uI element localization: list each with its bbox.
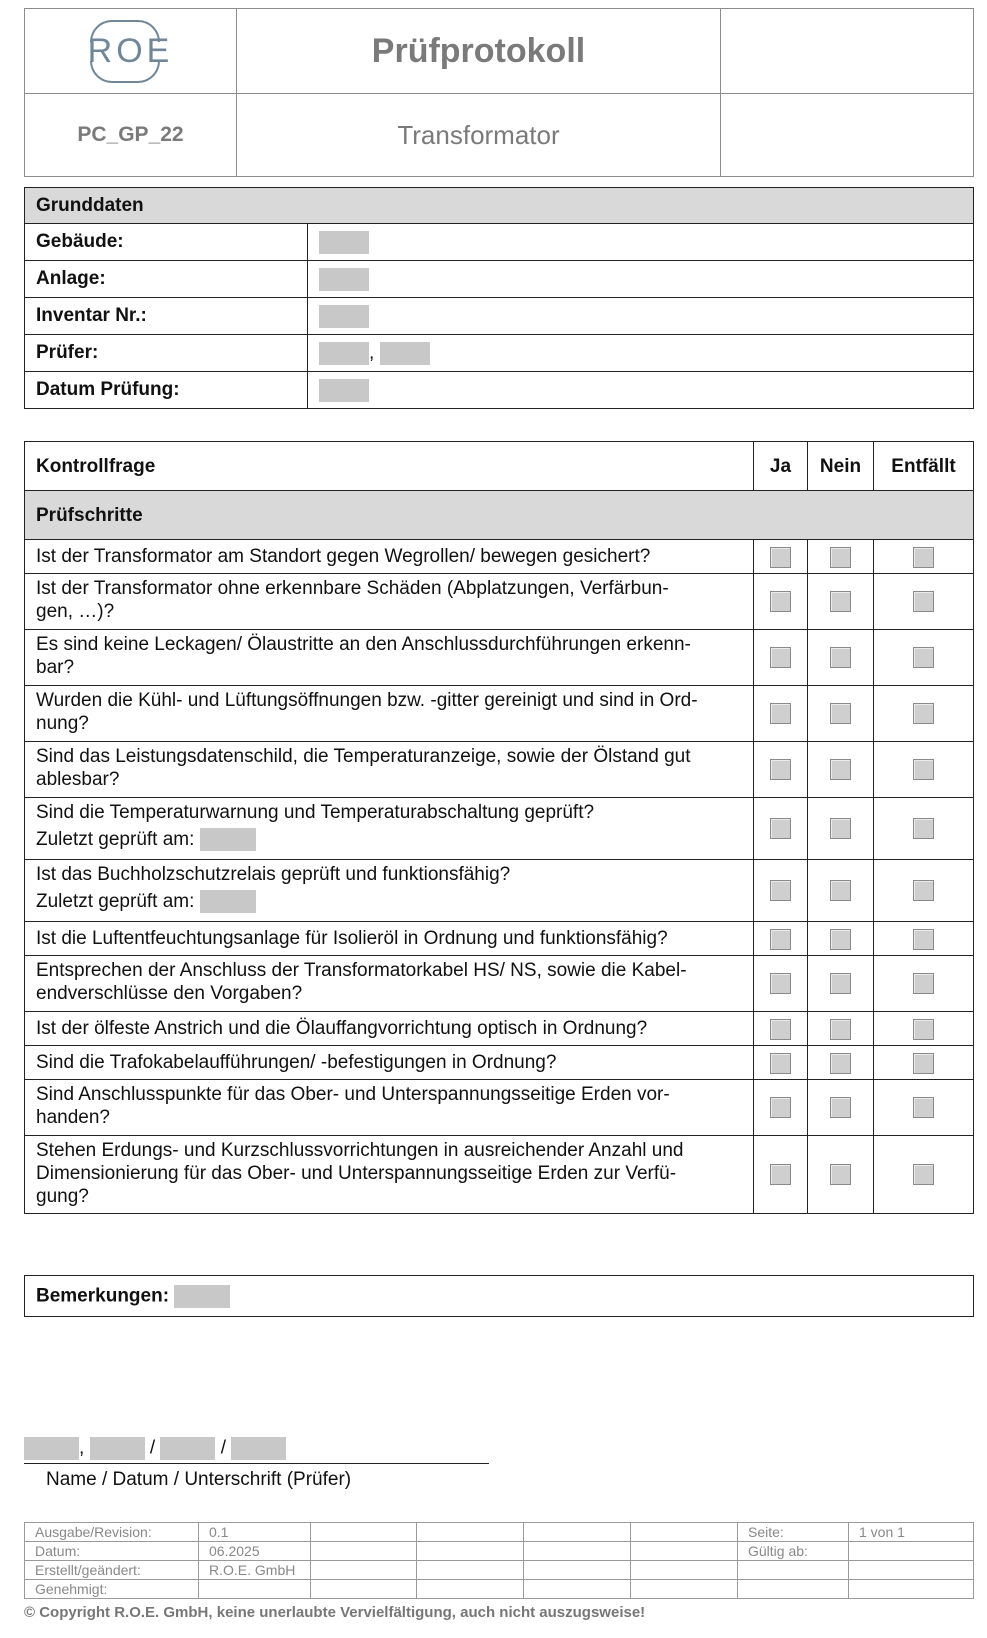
nein-checkbox[interactable] <box>830 703 851 724</box>
question-text <box>25 686 754 742</box>
last-checked-date-field[interactable] <box>200 828 256 851</box>
nein-cell <box>808 956 874 1012</box>
question-line: Ist der Transformator am Standort gegen Wegrollen/ bewegen gesichert? <box>36 546 651 567</box>
inventar-field[interactable] <box>319 305 369 328</box>
genehmigt-label: Genehmigt: <box>25 1580 199 1599</box>
nein-cell <box>808 860 874 922</box>
table-row <box>25 298 974 335</box>
table-row <box>25 372 974 409</box>
column-header-kontrollfrage: Kontrollfrage <box>25 442 754 491</box>
nein-checkbox[interactable] <box>830 929 851 950</box>
entfaellt-checkbox[interactable] <box>913 591 934 612</box>
erstellt-value: R.O.E. GmbH <box>199 1561 311 1580</box>
signature-separator: / <box>220 1437 226 1459</box>
ja-checkbox[interactable] <box>770 703 791 724</box>
footer-empty-cell <box>738 1561 849 1580</box>
inventar-value-cell <box>308 298 974 335</box>
seite-label: Seite: <box>738 1523 849 1542</box>
document-header <box>24 8 974 177</box>
entfaellt-checkbox[interactable] <box>913 647 934 668</box>
gebaeude-value-cell <box>308 224 974 261</box>
question-text <box>25 1080 754 1136</box>
ja-cell <box>754 1080 808 1136</box>
signature-date-field[interactable] <box>160 1437 215 1460</box>
nein-checkbox[interactable] <box>830 1053 851 1074</box>
table-row <box>25 1080 974 1136</box>
signature-line <box>24 1437 489 1464</box>
question-line: handen? <box>36 1107 110 1128</box>
pruefschritte-section-header: Prüfschritte <box>25 491 974 540</box>
table-row <box>25 224 974 261</box>
ja-cell <box>754 742 808 798</box>
bemerkungen-label: Bemerkungen: <box>36 1285 170 1307</box>
signature-sign-field[interactable] <box>231 1437 286 1460</box>
question-line: nung? <box>36 713 89 734</box>
seite-value: 1 von 1 <box>849 1523 974 1542</box>
entfaellt-cell <box>874 630 974 686</box>
pruefer-separator: , <box>369 342 375 364</box>
footer-table <box>24 1522 974 1599</box>
ja-cell <box>754 860 808 922</box>
nein-checkbox[interactable] <box>830 818 851 839</box>
ja-cell <box>754 630 808 686</box>
ja-checkbox[interactable] <box>770 818 791 839</box>
nein-cell <box>808 1012 874 1046</box>
logo-arc-bottom <box>90 61 160 83</box>
footer-empty-cell <box>311 1580 417 1599</box>
question-line: Sind Anschlusspunkte für das Ober- und Unterspannungsseitige Erden vor- <box>36 1084 670 1105</box>
question-text <box>25 1136 754 1214</box>
ja-cell <box>754 798 808 860</box>
footer-empty-cell <box>631 1523 738 1542</box>
nein-checkbox[interactable] <box>830 1164 851 1185</box>
entfaellt-checkbox[interactable] <box>913 1019 934 1040</box>
question-text <box>25 922 754 956</box>
question-line: Ist das Buchholzschutzrelais geprüft und funktionsfähig? <box>36 864 511 885</box>
ja-checkbox[interactable] <box>770 591 791 612</box>
question-line: Dimensionierung für das Ober- und Unterspannungsseitige Erden zur Verfü- <box>36 1163 677 1184</box>
nein-cell <box>808 798 874 860</box>
signature-label: Name / Datum / Unterschrift (Prüfer) <box>46 1469 352 1490</box>
ja-cell <box>754 922 808 956</box>
question-line: gung? <box>36 1186 89 1207</box>
nein-checkbox[interactable] <box>830 1019 851 1040</box>
ausgabe-value: 0.1 <box>199 1523 311 1542</box>
question-text <box>25 742 754 798</box>
question-line: Ist der ölfeste Anstrich und die Ölauffangvorrichtung optisch in Ordnung? <box>36 1018 648 1039</box>
footer-empty-cell <box>417 1561 524 1580</box>
anlage-value-cell <box>308 261 974 298</box>
question-line: Sind die Trafokabelaufführungen/ -befestigungen in Ordnung? <box>36 1052 557 1073</box>
question-text <box>25 860 754 922</box>
roe-logo <box>82 32 180 71</box>
nein-cell <box>808 540 874 574</box>
footer-empty-cell <box>738 1580 849 1599</box>
entfaellt-checkbox[interactable] <box>913 880 934 901</box>
footer-empty-cell <box>311 1561 417 1580</box>
nein-cell <box>808 1080 874 1136</box>
entfaellt-checkbox[interactable] <box>913 818 934 839</box>
pruefer-label: Prüfer: <box>25 335 308 372</box>
question-line: Ist die Luftentfeuchtungsanlage für Isolieröl in Ordnung und funktionsfähig? <box>36 928 668 949</box>
genehmigt-value <box>199 1580 311 1599</box>
anlage-label: Anlage: <box>25 261 308 298</box>
table-row <box>25 540 974 574</box>
entfaellt-cell <box>874 798 974 860</box>
column-header-ja: Ja <box>754 442 808 491</box>
datum-pruefung-value-cell <box>308 372 974 409</box>
question-line: Sind die Temperaturwarnung und Temperaturabschaltung geprüft? <box>36 802 595 823</box>
nein-cell <box>808 742 874 798</box>
nein-cell <box>808 922 874 956</box>
code-cell <box>25 94 237 177</box>
document-title: Prüfprotokoll <box>371 31 586 70</box>
ja-checkbox[interactable] <box>770 929 791 950</box>
question-line: Es sind keine Leckagen/ Ölaustritte an den Anschlussdurchführungen erkenn- <box>36 634 691 655</box>
nein-checkbox[interactable] <box>830 647 851 668</box>
datum-pruefung-label: Datum Prüfung: <box>25 372 308 409</box>
ja-cell <box>754 686 808 742</box>
table-row <box>25 1046 974 1080</box>
erstellt-label: Erstellt/geändert: <box>25 1561 199 1580</box>
entfaellt-cell <box>874 540 974 574</box>
grunddaten-section-header: Grunddaten <box>25 188 974 224</box>
document-code: PC_GP_22 <box>77 123 184 147</box>
bemerkungen-field[interactable] <box>174 1285 230 1308</box>
footer-empty-cell <box>311 1542 417 1561</box>
logo-text: ROE <box>87 31 174 70</box>
ja-cell <box>754 1046 808 1080</box>
question-text <box>25 956 754 1012</box>
ja-checkbox[interactable] <box>770 880 791 901</box>
footer-empty-cell <box>417 1523 524 1542</box>
footer-empty-cell <box>849 1561 974 1580</box>
question-line: Sind das Leistungsdatenschild, die Temperaturanzeige, sowie der Ölstand gut <box>36 746 691 767</box>
ja-cell <box>754 1012 808 1046</box>
question-line: ablesbar? <box>36 769 120 790</box>
entfaellt-cell <box>874 686 974 742</box>
ja-checkbox[interactable] <box>770 973 791 994</box>
nein-cell <box>808 1136 874 1214</box>
table-row <box>25 922 974 956</box>
entfaellt-cell <box>874 860 974 922</box>
nein-checkbox[interactable] <box>830 591 851 612</box>
question-line: gen, …)? <box>36 601 115 622</box>
nein-cell <box>808 1046 874 1080</box>
entfaellt-cell <box>874 742 974 798</box>
footer-empty-cell <box>524 1542 631 1561</box>
nein-checkbox[interactable] <box>830 1097 851 1118</box>
table-row <box>25 686 974 742</box>
entfaellt-checkbox[interactable] <box>913 759 934 780</box>
copyright-notice: © Copyright R.O.E. GmbH, keine unerlaubte Vervielfältigung, auch nicht auszugsweise! <box>24 1604 646 1621</box>
signature-separator: , <box>79 1437 85 1459</box>
pruefer-firstname-field[interactable] <box>380 342 430 365</box>
entfaellt-cell <box>874 1012 974 1046</box>
question-text <box>25 1046 754 1080</box>
table-row <box>25 261 974 298</box>
table-row <box>25 798 974 860</box>
last-checked-label: Zuletzt geprüft am: <box>36 891 195 912</box>
gueltig-label: Gültig ab: <box>738 1542 849 1561</box>
nein-checkbox[interactable] <box>830 973 851 994</box>
last-checked-label: Zuletzt geprüft am: <box>36 829 195 850</box>
ja-checkbox[interactable] <box>770 1164 791 1185</box>
last-checked-date-field[interactable] <box>200 890 256 913</box>
table-row <box>25 1136 974 1214</box>
entfaellt-cell <box>874 1046 974 1080</box>
question-text <box>25 574 754 630</box>
table-row <box>25 742 974 798</box>
entfaellt-cell <box>874 956 974 1012</box>
datum-pruefung-field[interactable] <box>319 379 369 402</box>
pruefer-value-cell <box>308 335 974 372</box>
datum-label: Datum: <box>25 1542 199 1561</box>
entfaellt-cell <box>874 1136 974 1214</box>
entfaellt-checkbox[interactable] <box>913 1164 934 1185</box>
question-line: bar? <box>36 657 75 678</box>
bemerkungen-cell <box>25 1276 974 1317</box>
question-line: Wurden die Kühl- und Lüftungsöffnungen bzw. -gitter gereinigt und sind in Ord- <box>36 690 698 711</box>
footer-empty-cell <box>311 1523 417 1542</box>
entfaellt-checkbox[interactable] <box>913 703 934 724</box>
footer-empty-cell <box>417 1542 524 1561</box>
table-row <box>25 956 974 1012</box>
ausgabe-label: Ausgabe/Revision: <box>25 1523 199 1542</box>
title-cell <box>237 9 721 94</box>
question-text <box>25 1012 754 1046</box>
nein-checkbox[interactable] <box>830 880 851 901</box>
gueltig-value <box>849 1542 974 1561</box>
question-line: endverschlüsse den Vorgaben? <box>36 983 303 1004</box>
document-subtitle: Transformator <box>397 119 560 150</box>
datum-value: 06.2025 <box>199 1542 311 1561</box>
footer-empty-cell <box>524 1523 631 1542</box>
nein-cell <box>808 686 874 742</box>
ja-checkbox[interactable] <box>770 547 791 568</box>
ja-cell <box>754 574 808 630</box>
gebaeude-label: Gebäude: <box>25 224 308 261</box>
question-line: Ist der Transformator ohne erkennbare Schäden (Abplatzungen, Verfärbun- <box>36 578 669 599</box>
question-line: Entsprechen der Anschluss der Transformatorkabel HS/ NS, sowie die Kabel- <box>36 960 687 981</box>
ja-cell <box>754 540 808 574</box>
header-empty-cell-top <box>721 9 974 94</box>
entfaellt-checkbox[interactable] <box>913 973 934 994</box>
grunddaten-table <box>24 187 974 409</box>
entfaellt-cell <box>874 574 974 630</box>
logo-cell <box>25 9 237 94</box>
footer-empty-cell <box>631 1542 738 1561</box>
footer-empty-cell <box>631 1580 738 1599</box>
logo-arc-top <box>90 20 160 42</box>
gebaeude-field[interactable] <box>319 231 369 254</box>
signature-firstname-field[interactable] <box>90 1437 145 1460</box>
header-empty-cell-bottom <box>721 94 974 177</box>
footer-empty-cell <box>849 1580 974 1599</box>
signature-separator: / <box>149 1437 156 1459</box>
question-text <box>25 630 754 686</box>
entfaellt-cell <box>874 1080 974 1136</box>
column-header-entfaellt: Entfällt <box>874 442 974 491</box>
question-text <box>25 540 754 574</box>
entfaellt-checkbox[interactable] <box>913 1097 934 1118</box>
footer-empty-cell <box>631 1561 738 1580</box>
ja-checkbox[interactable] <box>770 1053 791 1074</box>
pruefer-name-field[interactable] <box>319 342 369 365</box>
entfaellt-checkbox[interactable] <box>913 929 934 950</box>
entfaellt-cell <box>874 922 974 956</box>
nein-cell <box>808 630 874 686</box>
signature-name-field[interactable] <box>24 1437 79 1460</box>
ja-checkbox[interactable] <box>770 647 791 668</box>
entfaellt-checkbox[interactable] <box>913 1053 934 1074</box>
footer-empty-cell <box>524 1561 631 1580</box>
table-row <box>25 860 974 922</box>
entfaellt-checkbox[interactable] <box>913 547 934 568</box>
table-row <box>25 630 974 686</box>
question-text <box>25 798 754 860</box>
footer-empty-cell <box>417 1580 524 1599</box>
table-row <box>25 1012 974 1046</box>
ja-checkbox[interactable] <box>770 1019 791 1040</box>
ja-checkbox[interactable] <box>770 1097 791 1118</box>
ja-cell <box>754 1136 808 1214</box>
question-line: Stehen Erdungs- und Kurzschlussvorrichtungen in ausreichender Anzahl und <box>36 1140 684 1161</box>
nein-checkbox[interactable] <box>830 547 851 568</box>
subtitle-cell <box>237 94 721 177</box>
nein-cell <box>808 574 874 630</box>
column-header-nein: Nein <box>808 442 874 491</box>
footer-empty-cell <box>524 1580 631 1599</box>
ja-checkbox[interactable] <box>770 759 791 780</box>
ja-cell <box>754 956 808 1012</box>
anlage-field[interactable] <box>319 268 369 291</box>
nein-checkbox[interactable] <box>830 759 851 780</box>
bemerkungen-table <box>24 1275 974 1317</box>
table-row <box>25 574 974 630</box>
inventar-label: Inventar Nr.: <box>25 298 308 335</box>
table-row <box>25 335 974 372</box>
kontrollfrage-table <box>24 441 974 1214</box>
